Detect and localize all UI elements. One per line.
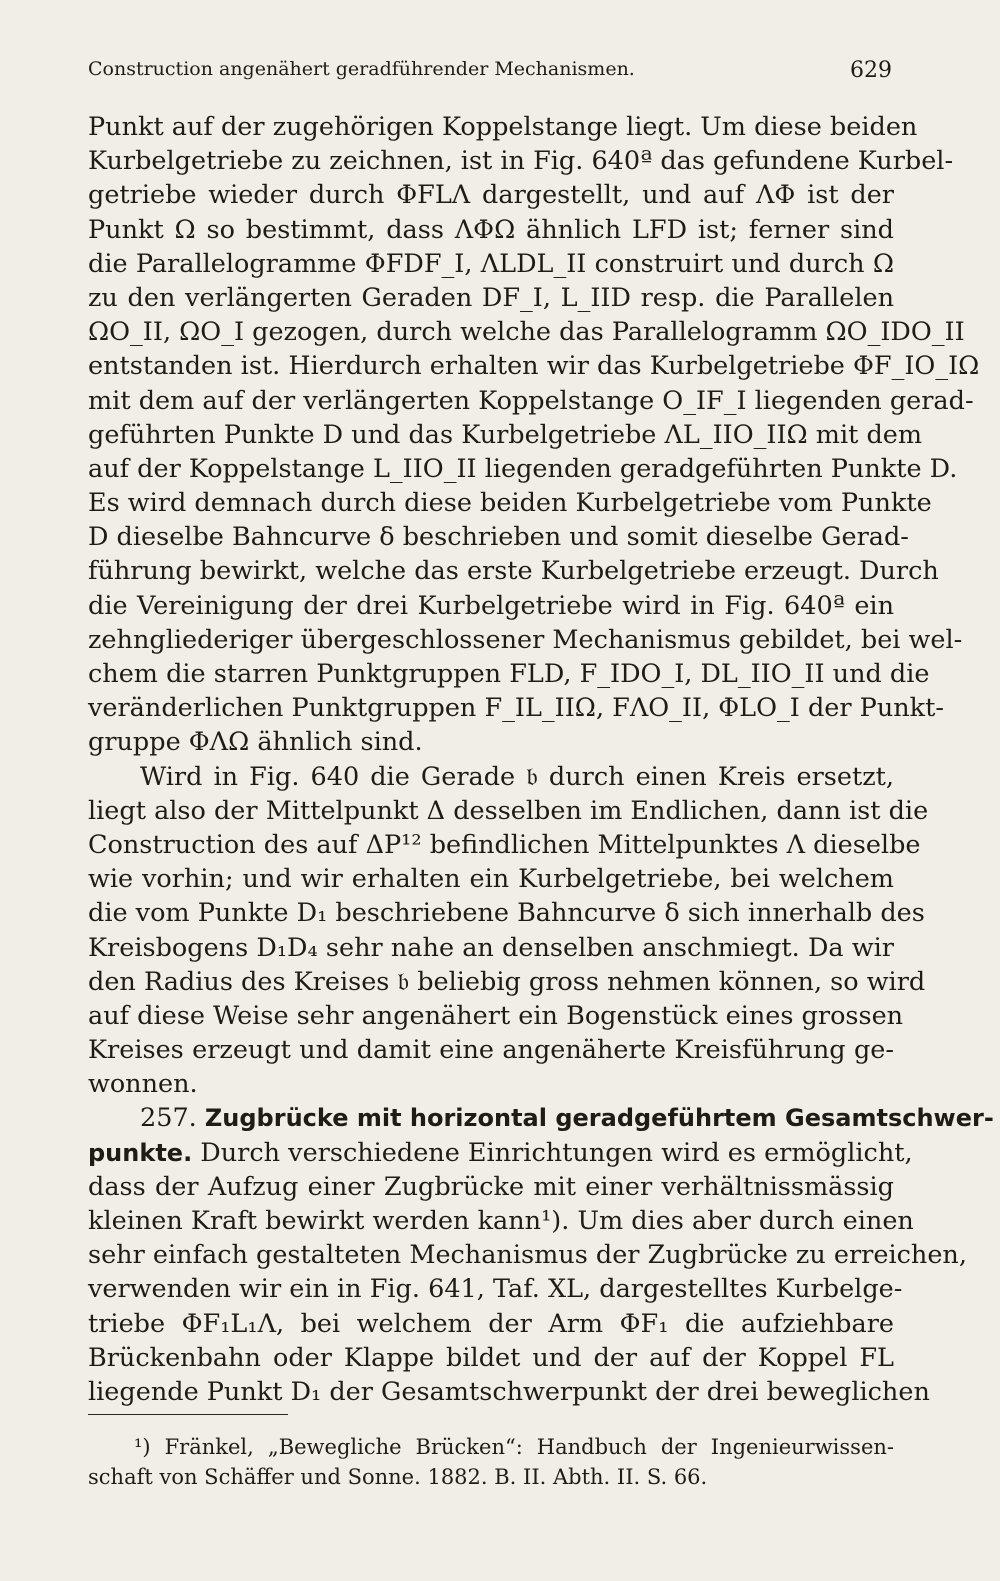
footnote-rule: [88, 1414, 288, 1415]
text-line: die vom Punkte D₁ beschriebene Bahncurve δ sich innerhalb des: [88, 898, 925, 929]
text-line: wonnen.: [88, 1069, 198, 1100]
text-line: geführten Punkte D und das Kurbelgetriebe ΛL_IIO_IIΩ mit dem: [88, 419, 923, 450]
text-line: die Parallelogramme ΦFDF_I, ΛLDL_II construirt und durch Ω: [88, 248, 894, 279]
text-line: liegt also der Mittelpunkt Δ desselben im Endlichen, dann ist die: [88, 795, 929, 826]
text-line: zu den verlängerten Geraden DF_I, L_IID resp. die Parallelen: [88, 282, 894, 313]
text-line: auf der Koppelstange L_IIO_II liegenden geradgeführten Punkte D.: [88, 453, 958, 484]
footnote-line: schaft von Schäffer und Sonne. 1882. B. II. Abth. II. S. 66.: [88, 1465, 708, 1489]
page-number: 629: [850, 58, 892, 83]
text-line: Construction des auf ΔP¹² befindlichen Mittelpunktes Λ dieselbe: [88, 829, 921, 860]
text-line: Brückenbahn oder Klappe bildet und der auf der Koppel FL: [88, 1342, 894, 1373]
text-line: Kreisbogens D₁D₄ sehr nahe an denselben anschmiegt. Da wir: [88, 932, 894, 963]
text-line: auf diese Weise sehr angenähert ein Bogenstück eines grossen: [88, 1000, 904, 1031]
text-line: wie vorhin; und wir erhalten ein Kurbelgetriebe, bei welchem: [88, 864, 894, 895]
text-line: Es wird demnach durch diese beiden Kurbelgetriebe vom Punkte: [88, 488, 932, 519]
text-line: gruppe ΦΛΩ ähnlich sind.: [88, 727, 423, 758]
text-line: D dieselbe Bahncurve δ beschrieben und somit dieselbe Gerad-: [88, 522, 909, 553]
body-text: [88, 110, 994, 1409]
text-line: kleinen Kraft bewirkt werden kann¹). Um dies aber durch einen: [88, 1206, 914, 1236]
text-line: verwenden wir ein in Fig. 641, Taf. XL, dargestelltes Kurbelge-: [88, 1274, 903, 1305]
text-line: die Vereinigung der drei Kurbelgetriebe wird in Fig. 640ª ein: [88, 590, 894, 621]
footnote-line: ¹) Fränkel, „Bewegliche Brücken“: Handbuch der Ingenieurwissen-: [134, 1435, 894, 1459]
running-head: [88, 58, 892, 83]
text-line: [88, 1136, 913, 1170]
text-line: mit dem auf der verlängerten Koppelstange O_IF_I liegenden gerad-: [88, 385, 974, 416]
text-line: sehr einfach gestalteten Mechanismus der Zugbrücke zu erreichen,: [88, 1240, 967, 1271]
text-line: Kreises erzeugt und damit eine angenäherte Kreisführung ge-: [88, 1035, 894, 1066]
text-line: den Radius des Kreises 𝔟 beliebig gross nehmen können, so wird: [88, 966, 926, 997]
footnotes: [88, 1432, 894, 1492]
text-run: Durch verschiedene Einrichtungen wird es ermöglicht,: [200, 1137, 913, 1168]
text-line: Punkt Ω so bestimmt, dass ΛΦΩ ähnlich LFD ist; ferner sind: [88, 214, 894, 245]
text-line: entstanden ist. Hierdurch erhalten wir das Kurbelgetriebe ΦF_IO_IΩ: [88, 351, 980, 382]
text-line: Kurbelgetriebe zu zeichnen, ist in Fig. 640ª das gefundene Kurbel-: [88, 146, 954, 177]
text-line: dass der Aufzug einer Zugbrücke mit einer verhältnissmässig: [88, 1171, 894, 1202]
text-line: führung bewirkt, welche das erste Kurbelgetriebe erzeugt. Durch: [88, 556, 939, 587]
section-number: 257.: [140, 1103, 197, 1134]
text-line: chem die starren Punktgruppen FLD, F_IDO_I, DL_IIO_II und die: [88, 659, 930, 689]
text-line: Punkt auf der zugehörigen Koppelstange liegt. Um diese beiden: [88, 112, 918, 142]
running-title: Construction angenähert geradführender Mechanismen.: [88, 58, 635, 80]
text-line: liegende Punkt D₁ der Gesamtschwerpunkt der drei beweglichen: [88, 1376, 930, 1407]
section-heading: Zugbrücke mit horizontal geradgeführtem Gesamtschwer-: [204, 1104, 994, 1133]
text-line: ΩO_II, ΩO_I gezogen, durch welche das Parallelogramm ΩO_IDO_II: [88, 317, 965, 348]
text-line: getriebe wieder durch ΦFLΛ dargestellt, und auf ΛΦ ist der: [88, 180, 894, 211]
text-line: triebe ΦF₁L₁Λ, bei welchem der Arm ΦF₁ die aufziehbare: [88, 1308, 894, 1339]
section-heading-line: [88, 1101, 994, 1135]
section-heading-cont: punkte.: [88, 1138, 193, 1167]
text-line: zehngliederiger übergeschlossener Mechanismus gebildet, bei wel-: [88, 624, 963, 655]
text-line: Wird in Fig. 640 die Gerade 𝔟 durch einen Kreis ersetzt,: [140, 761, 894, 792]
text-line: veränderlichen Punktgruppen F_IL_IIΩ, FΛO_II, ΦLO_I der Punkt-: [88, 693, 944, 724]
